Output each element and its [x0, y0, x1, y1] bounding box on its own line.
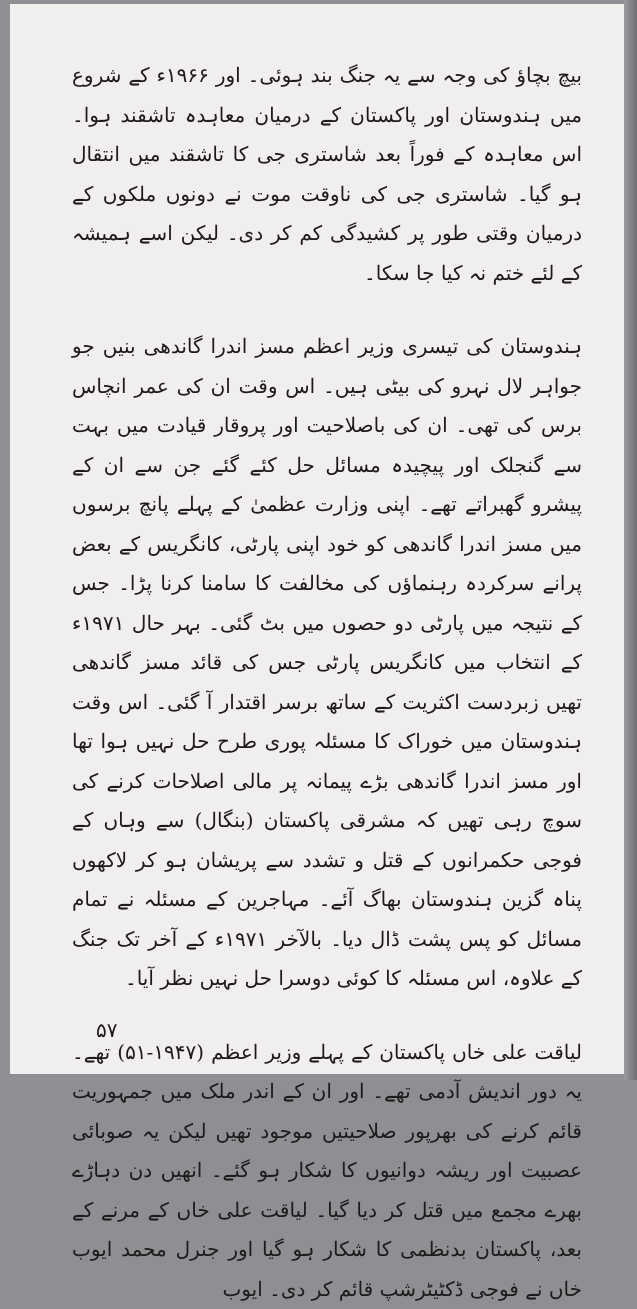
paragraph-3: لیاقت علی خاں پاکستان کے پہلے وزیر اعظم (۱۹۴۷-۵۱) تھے۔ یہ دور اندیش آدمی تھے۔ اور ان کے اندر ملک میں جمہوریت قائم کرنے کی بھرپور صلاحیتیں موجود تھیں لیکن یہ صوبائی عصبیت اور ریشہ دوانیوں کا شکار ہو گئے۔ انھیں دن دہاڑے بھرے مجمع میں قتل کر دیا گیا۔ لیاقت علی خاں کے مرنے کے بعد، پاکستان بدنظمی کا شکار ہو گیا اور جنرل محمد ایوب خاں نے فوجی ڈکٹیٹرشپ قائم کر دی۔ ایوب: [72, 1033, 582, 1309]
page-edge-shadow: [624, 0, 637, 1080]
paragraph-1: بیچ بچاؤ کی وجہ سے یہ جنگ بند ہوئی۔ اور ۱۹۶۶ء کے شروع میں ہندوستان اور پاکستان کے درمیان معاہدہ تاشقند ہوا۔ اس معاہدہ کے فوراً بعد شاستری جی کا تاشقند میں انتقال ہو گیا۔ شاستری جی کی ناوقت موت نے دونوں ملکوں کے درمیان وقتی طور پر کشیدگی کم کر دی۔ لیکن اسے ہمیشہ کے لئے ختم نہ کیا جا سکا۔: [72, 56, 582, 293]
page-number: ۵۷: [96, 1018, 117, 1042]
book-page: [10, 4, 624, 1074]
paragraph-2: ہندوستان کی تیسری وزیر اعظم مسز اندرا گاندھی بنیں جو جواہر لال نہرو کی بیٹی ہیں۔ اس وقت ان کی عمر انچاس برس کی تھی۔ ان کی باصلاحیت اور پروقار قیادت میں بہت سے گنجلک اور پیچیدہ مسائل حل کئے گئے جن سے ان کے پیشرو گھبراتے تھے۔ اپنی وزارت عظمیٰ کے پہلے پانچ برسوں میں مسز اندرا گاندھی کو خود اپنی پارٹی، کانگریس کے بعض پرانے سرکردہ رہنماؤں کی مخالفت کا سامنا کرنا پڑا۔ جس کے نتیجہ میں پارٹی دو حصوں میں بٹ گئی۔ بہر حال ۱۹۷۱ء کے انتخاب میں کانگریس پارٹی جس کی قائد مسز گاندھی تھیں زبردست اکثریت کے ساتھ برسر اقتدار آ گئی۔ اس وقت ہندوستان میں خوراک کا مسئلہ پوری طرح حل نہیں ہوا تھا اور مسز اندرا گاندھی بڑے پیمانہ پر مالی اصلاحات کرنے کی سوچ رہی تھیں کہ مشرقی پاکستان (بنگال) سے وہاں کے فوجی حکمرانوں کے قتل و تشدد سے پریشان ہو کر لاکھوں پناہ گزین ہندوستان بھاگ آئے۔ مہاجرین کے مسئلہ نے تمام مسائل کو پس پشت ڈال دیا۔ بالآخر ۱۹۷۱ء کے آخر تک جنگ کے علاوہ، اس مسئلہ کا کوئی دوسرا حل نہیں نظر آیا۔: [72, 327, 582, 999]
page-body: [72, 56, 582, 1309]
